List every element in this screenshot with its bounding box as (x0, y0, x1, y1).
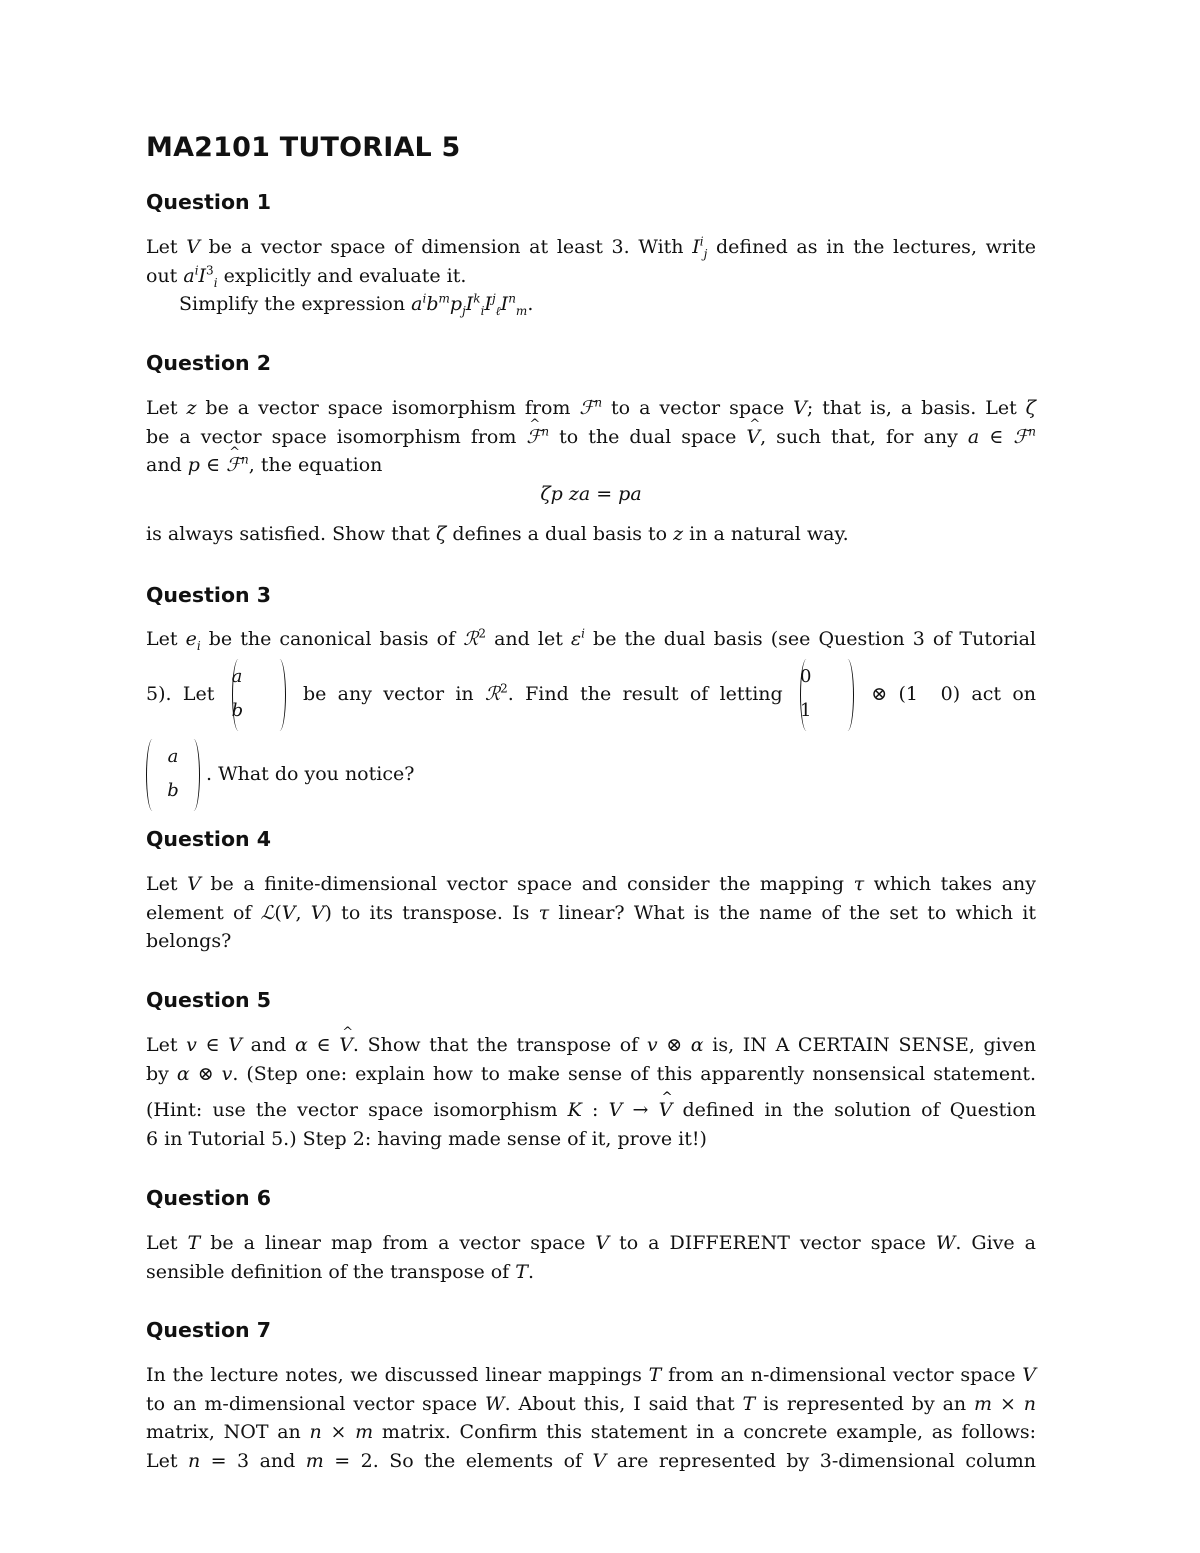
question-1-heading: Question 1 (146, 190, 272, 214)
question-5-body (146, 1031, 1036, 1153)
q6-line-1: Let T be a linear map from a vector space V to a DIFFERENT vector space W. Give a (146, 1232, 1036, 1254)
vector-a-b-2: a b (146, 739, 200, 811)
question-1-body (146, 233, 1036, 319)
q2-line-2: be a vector space isomorphism from ℱ ^$^n$ to the dual space V ^, such that, for any a ∈ ℱ$^n$ (146, 423, 1036, 452)
q3-line-2: 5). Let a b be any vector in ℛ$^2$. Find the result of letting 0 1 ⊗ (1 0) act on (146, 654, 1036, 734)
q2-line-1: Let z be a vector space isomorphism from ℱ$^n$ to a vector space V; that is, a basis. Let ζ (146, 395, 1036, 419)
q5-line-1: Let v ∈ V and α ∈ V ^. Show that the transpose of v ⊗ α is, IN A CERTAIN SENSE, given (146, 1031, 1036, 1060)
q4-line-1: Let V be a finite-dimensional vector space and consider the mapping τ which takes any (146, 873, 1036, 895)
vector-a-b: a b (232, 659, 286, 731)
question-7-heading: Question 7 (146, 1318, 272, 1342)
q7-line-2: to an m-dimensional vector space W. About this, I said that T is represented by an m × n (146, 1392, 1037, 1415)
question-4-heading: Question 4 (146, 827, 272, 851)
q2-equation: ζp za = pa (540, 482, 642, 505)
question-6-heading: Question 6 (146, 1186, 272, 1210)
q5-line-3: (Hint: use the vector space isomorphism K : V → V ^ ^ defined in the solution of Question (146, 1096, 1036, 1125)
question-7-body (146, 1361, 1036, 1475)
q6-line-2: sensible definition of the transpose of T. (146, 1260, 534, 1283)
question-3-body (146, 625, 1036, 814)
q7-line-3: matrix, NOT an n × m matrix. Confirm this statement in a concrete example, as follows: (146, 1421, 1037, 1443)
vector-0-1: 0 1 (800, 659, 854, 731)
question-6-body (146, 1229, 1036, 1286)
q1-line-3: Simplify the expression $a^ib^mp_jI^k_iI^j_\ell I^n_m$. (179, 291, 534, 318)
q7-line-4: Let n = 3 and m = 2. So the elements of V are represented by 3-dimensional column (146, 1449, 1036, 1472)
page-title: MA2101 TUTORIAL 5 (146, 132, 461, 163)
q2-line-3: and p ∈ ℱ ^$^n$, the equation (146, 451, 1036, 480)
q4-line-3: belongs? (146, 930, 232, 952)
question-2-heading: Question 2 (146, 351, 272, 375)
q5-line-4: 6 in Tutorial 5.) Step 2: having made sense of it, prove it!) (146, 1127, 707, 1150)
q7-line-1: In the lecture notes, we discussed linear mappings T from an n-dimensional vector space V (146, 1364, 1036, 1386)
q3-line-1: Let $e_i$ be the canonical basis of ℛ$^2$ and let $\varepsilon^i$ be the dual basis (see Question 3 of Tutorial (146, 626, 1036, 653)
q4-line-2: element of ℒ(V, V) to its transpose. Is τ linear? What is the name of the set to which it (146, 901, 1036, 924)
q1-line-2: out $a^iI^3_i$ explicitly and evaluate it. (146, 263, 467, 290)
q2-line-5: is always satisfied. Show that ζ defines a dual basis to z in a natural way. (146, 523, 849, 545)
question-5-heading: Question 5 (146, 988, 272, 1012)
question-4-body (146, 870, 1036, 956)
question-2-body (146, 394, 1036, 549)
q3-line-3: a b . What do you notice? (146, 734, 1036, 814)
question-3-heading: Question 3 (146, 583, 272, 607)
q5-line-2: by α ⊗ v. (Step one: explain how to make sense of this apparently nonsensical statement. (146, 1062, 1036, 1085)
q1-line-1: Let V be a vector space of dimension at least 3. With $I^i_j$ defined as in the lectures, write (146, 234, 1036, 261)
